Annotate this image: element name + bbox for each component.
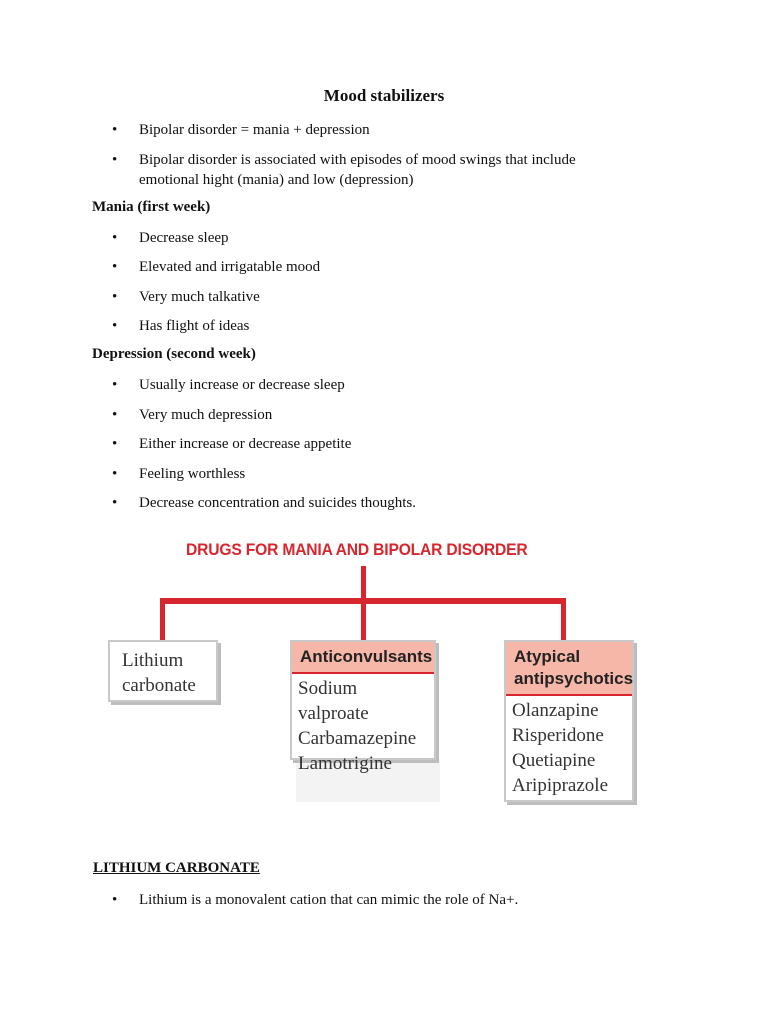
bullet-marker: • <box>112 230 118 246</box>
lithium-line: Lithium <box>122 650 184 671</box>
bullet-marker: • <box>112 318 118 334</box>
list-item-text: Bipolar disorder = mania + depression <box>139 122 370 138</box>
drug-item: Risperidone <box>512 725 604 746</box>
list-item-text: Either increase or decrease appetite <box>139 436 352 452</box>
list-item-text: Very much depression <box>139 407 273 423</box>
depression-heading: Depression (second week) <box>92 346 256 362</box>
drug-item: Olanzapine <box>512 700 599 721</box>
connector-top-stem <box>361 566 366 602</box>
atypical-header-line: antipsychotics <box>514 669 634 688</box>
list-item-text: emotional hight (mania) and low (depression) <box>139 172 414 188</box>
atypical-list <box>506 696 632 800</box>
anticonvulsants-list <box>292 674 434 778</box>
bullet-marker: • <box>112 259 118 275</box>
page-title: Mood stabilizers <box>323 86 445 105</box>
list-item-text: Decrease sleep <box>139 230 229 246</box>
list-item-text: Feeling worthless <box>139 466 246 482</box>
list-item-text: Usually increase or decrease sleep <box>139 377 345 393</box>
list-item-text: Lithium is a monovalent cation that can mimic the role of Na+. <box>139 892 519 908</box>
drug-item: Aripiprazole <box>512 775 609 796</box>
anticonvulsants-header: Anticonvulsants <box>292 642 434 674</box>
bullet-marker: • <box>112 377 118 393</box>
list-item-text: Decrease concentration and suicides thoughts. <box>139 495 416 511</box>
bullet-marker: • <box>112 436 118 452</box>
drug-item: Quetiapine <box>512 750 596 771</box>
list-item-text: Elevated and irrigatable mood <box>139 259 321 275</box>
anticonvulsants-box <box>290 640 436 774</box>
lithium-box <box>108 640 218 702</box>
bullet-marker: • <box>112 122 118 138</box>
bullet-marker: • <box>112 495 118 511</box>
atypical-header-line: Atypical <box>514 647 581 666</box>
bullet-marker: • <box>112 152 118 168</box>
bullet-marker: • <box>112 892 118 908</box>
drug-item: Carbamazepine <box>298 728 417 749</box>
connector-middle-drop <box>361 598 366 640</box>
list-item-text: Very much talkative <box>139 289 260 305</box>
lithium-carbonate-heading: LITHIUM CARBONATE <box>93 860 260 876</box>
connector-right-drop <box>561 598 566 640</box>
list-item-text: Has flight of ideas <box>139 318 250 334</box>
bullet-marker: • <box>112 289 118 305</box>
atypical-header <box>506 642 632 696</box>
drug-item: Lamotrigine <box>298 753 392 774</box>
connector-left-drop <box>160 598 165 640</box>
list-item-text: Bipolar disorder is associated with episodes of mood swings that include <box>139 152 576 168</box>
bullet-marker: • <box>112 466 118 482</box>
bullet-marker: • <box>112 407 118 423</box>
lithium-line: carbonate <box>122 675 196 696</box>
drug-item: Sodium valproate <box>298 678 369 724</box>
lithium-box-text <box>110 642 216 704</box>
diagram-title: DRUGS FOR MANIA AND BIPOLAR DISORDER <box>186 540 528 559</box>
atypical-antipsychotics-box <box>504 640 634 802</box>
mania-heading: Mania (first week) <box>92 199 211 215</box>
